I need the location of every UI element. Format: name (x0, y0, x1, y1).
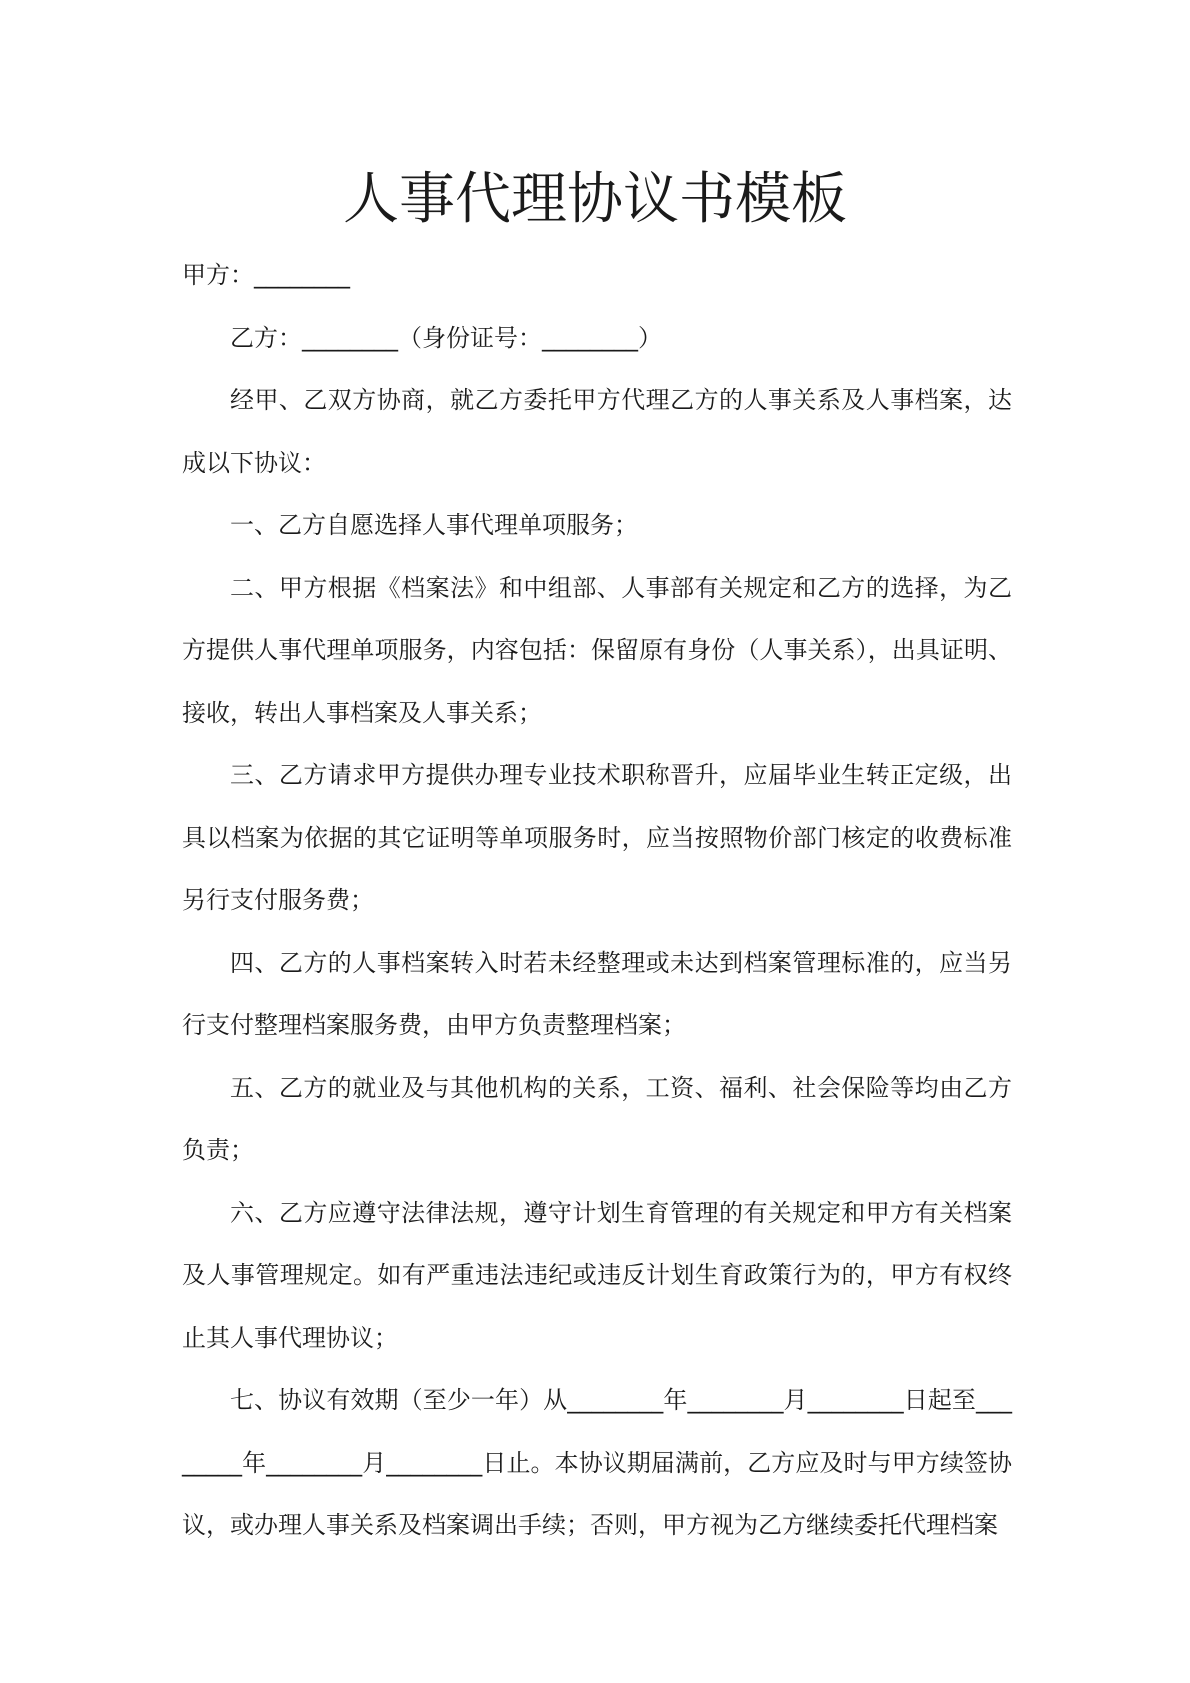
clause-4: 四、乙方的人事档案转入时若未经整理或未达到档案管理标准的，应当另行支付整理档案服务费，由甲方负责整理档案； (182, 948, 1012, 1039)
clause-6: 六、乙方应遵守法律法规，遵守计划生育管理的有关规定和甲方有关档案及人事管理规定。如有严重违法违纪或违反计划生育政策行为的，甲方有权终止其人事代理协议； (182, 1198, 1012, 1352)
document-title: 人事代理协议书模板 (343, 167, 847, 232)
clause-5: 五、乙方的就业及与其他机构的关系，工资、福利、社会保险等均由乙方负责； (182, 1073, 1012, 1164)
document-body (182, 244, 1012, 1557)
intro-paragraph: 经甲、乙双方协商，就乙方委托甲方代理乙方的人事关系及人事档案，达成以下协议： (182, 386, 1012, 477)
party-b-line: 乙方：________（身份证号：________） (230, 323, 662, 352)
clause-1: 一、乙方自愿选择人事代理单项服务； (230, 511, 638, 539)
clause-7: 七、协议有效期（至少一年）从________年________月________日起至________年________月________日止。本协议期届满前，乙方应及时与甲方续签协议，或办理人事关系及档案调出手续；否则，甲方视为乙方继续委托代理档案 (182, 1386, 1012, 1539)
party-a-line: 甲方：________ (182, 261, 350, 289)
clause-2: 二、甲方根据《档案法》和中组部、人事部有关规定和乙方的选择，为乙方提供人事代理单项服务，内容包括：保留原有身份（人事关系），出具证明、接收，转出人事档案及人事关系； (182, 573, 1012, 727)
clause-3: 三、乙方请求甲方提供办理专业技术职称晋升，应届毕业生转正定级，出具以档案为依据的其它证明等单项服务时，应当按照物价部门核定的收费标准另行支付服务费； (182, 761, 1012, 914)
